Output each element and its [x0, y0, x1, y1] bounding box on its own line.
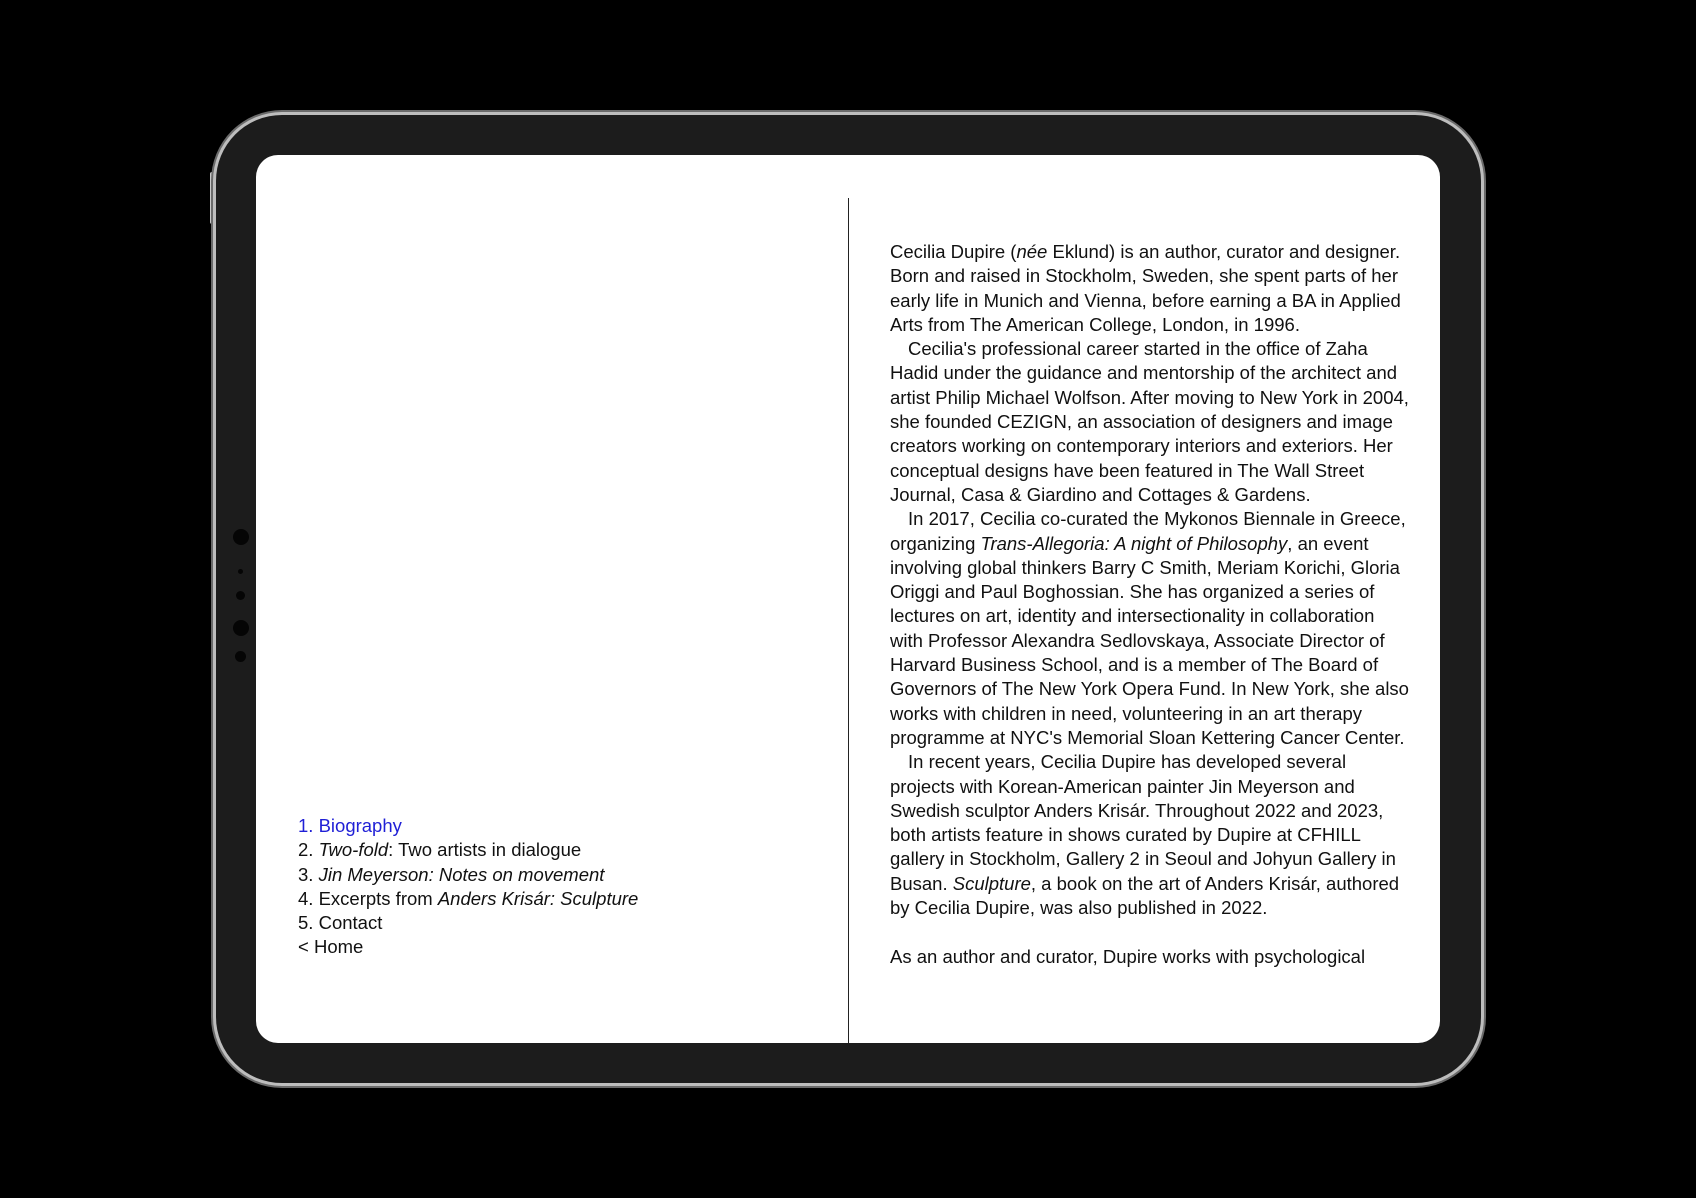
camera-sensor	[233, 529, 249, 545]
bio-paragraph: Cecilia's professional career started in the office of Zaha Hadid under the guidance and mentorship of the architect and artist Philip Michael Wolfson. After moving to New York in 2004, she founded CEZIGN, an association of designers and image creators working on contemporary interiors and exteriors. Her conceptual designs have been featured in The Wall Street Journal, Casa & Giardino and Cottages & Gardens.	[890, 338, 1409, 505]
text-run: Eklund) is an author, curator and designer. Born and raised in Stockholm, Sweden, she spent parts of her early life in Munich and Vienna, before earning a BA in Applied Arts from The American College, London, in 1996.	[890, 241, 1401, 335]
proximity-sensor	[236, 591, 245, 600]
nav-number: 1.	[298, 815, 319, 836]
biography-text	[890, 240, 1410, 969]
flood-illuminator	[235, 651, 246, 662]
nav-number: 4.	[298, 887, 319, 909]
nav-item-two-fold[interactable]	[298, 838, 638, 862]
nav-label: : Two artists in dialogue	[388, 839, 582, 861]
text-run-italic: Trans-Allegoria: A night of Philosophy	[980, 532, 1288, 554]
nav-label: Contact	[318, 912, 383, 934]
nav-label-italic: Anders Krisár: Sculpture	[437, 887, 639, 909]
ambient-light-sensor	[238, 569, 243, 574]
bio-paragraph: As an author and curator, Dupire works with psychological	[890, 945, 1366, 967]
bio-paragraph	[890, 507, 1410, 750]
nav-item-contact[interactable]	[298, 911, 638, 935]
nav-label: Home	[313, 936, 364, 958]
nav-label: Excerpts from	[318, 887, 438, 909]
text-run-italic: Sculpture	[952, 872, 1031, 894]
text-run: , an event involving global thinkers Barry C Smith, Meriam Korichi, Gloria Origgi and Paul Boghossian. She has organized a series of lectures on art, identity and intersectionality in collaboration with Professor Alexandra Sedlovskaya, Associate Director of Harvard Business School, and is a member of The Board of Governors of The New York Opera Fund. In New York, she also works with children in need, volunteering in an art therapy programme at NYC's Memorial Sloan Kettering Cancer Center.	[890, 532, 1409, 748]
nav-item-biography[interactable]	[298, 814, 638, 838]
column-divider	[848, 198, 849, 1043]
nav-number: 5.	[298, 912, 319, 934]
chapter-nav	[298, 814, 638, 960]
text-run: In 2017, Cecilia co-curated the Mykonos Biennale in Greece, organizing	[890, 508, 1406, 554]
text-run: Cecilia Dupire (	[890, 241, 1017, 262]
nav-label-italic: Two-fold	[318, 839, 389, 861]
nav-item-home[interactable]	[298, 935, 638, 959]
nav-back-arrow: <	[298, 936, 314, 958]
face-id-sensor	[233, 620, 249, 636]
bio-paragraph	[890, 750, 1410, 920]
device-side-button	[210, 172, 215, 224]
text-run: , a book on the art of Anders Krisár, authored by Cecilia Dupire, was also published in 2022.	[890, 872, 1400, 919]
nav-label: Biography	[318, 815, 402, 836]
nav-number: 2.	[298, 839, 319, 861]
text-run-italic: née	[1016, 241, 1048, 262]
screen	[256, 155, 1440, 1043]
nav-item-jin-meyerson[interactable]	[298, 863, 638, 887]
nav-item-anders-krisar[interactable]	[298, 887, 638, 911]
text-run: In recent years, Cecilia Dupire has developed several projects with Korean-American painter Jin Meyerson and Swedish sculptor Anders Krisár. Throughout 2022 and 2023, both artists feature in shows curated by Dupire at CFHILL gallery in Stockholm, Gallery 2 in Seoul and Johyun Gallery in Busan.	[890, 751, 1396, 894]
nav-label-italic: Jin Meyerson: Notes on movement	[318, 863, 605, 885]
bio-paragraph	[890, 240, 1410, 337]
nav-number: 3.	[298, 863, 319, 885]
